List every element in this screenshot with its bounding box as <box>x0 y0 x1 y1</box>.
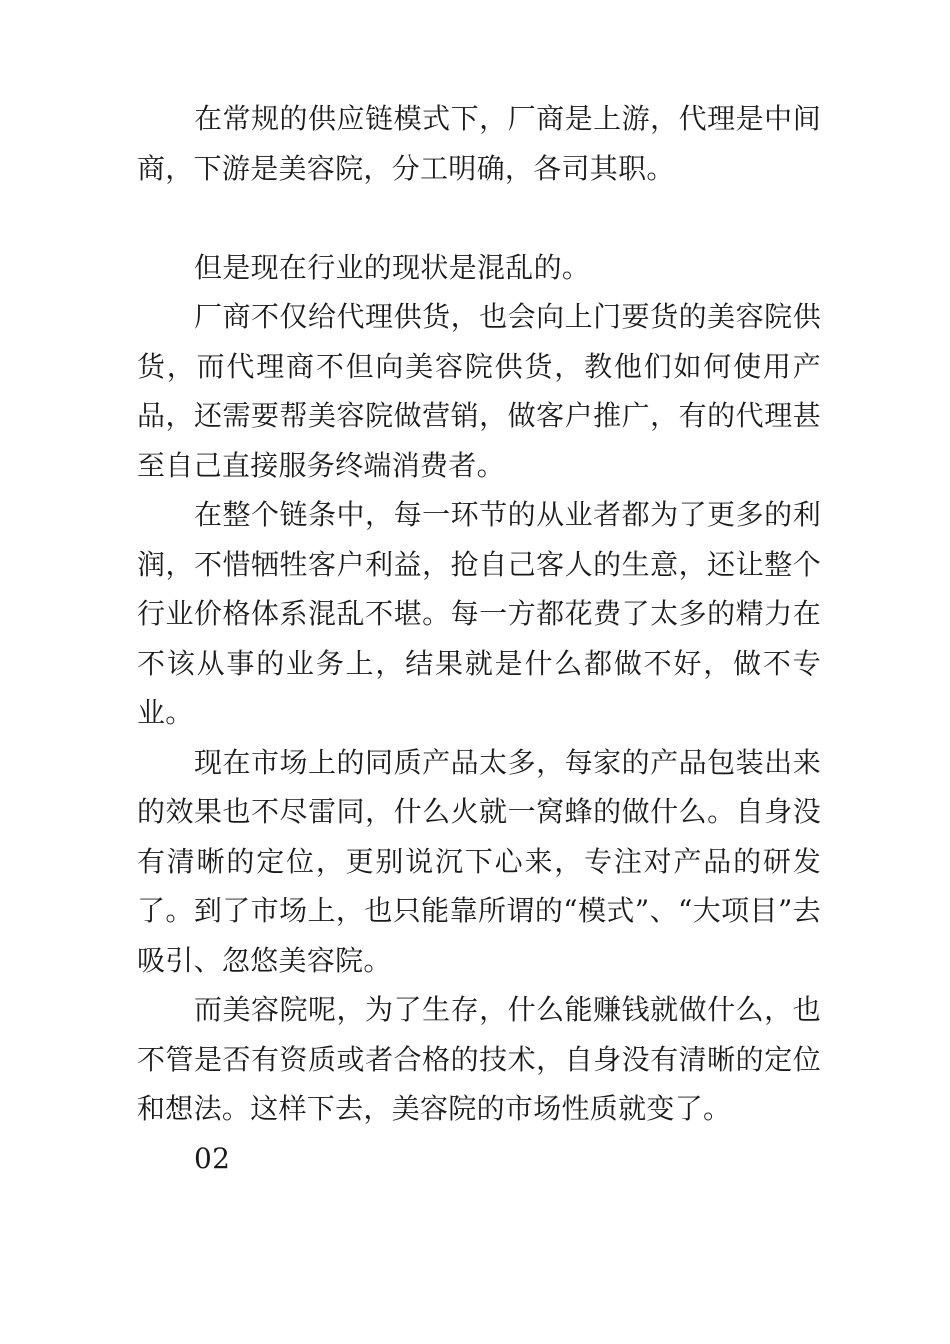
paragraph-manufacturers: 厂商不仅给代理供货，也会向上门要货的美容院供货，而代理商不但向美容院供货，教他们如何使用产品，还需要帮美容院做营销，做客户推广，有的代理甚至自己直接服务终端消费者。 <box>137 300 821 482</box>
paragraph-chain-profit: 在整个链条中，每一环节的从业者都为了更多的利润，不惜牺牲客户利益，抢自己客人的生意，还让整个行业价格体系混乱不堪。每一方都花费了太多的精力在不该从事的业务上，结果就是什么都做不好，做不专业。 <box>137 498 821 729</box>
paragraph-homogeneous-products: 现在市场上的同质产品太多，每家的产品包装出来的效果也不尽雷同，什么火就一窝蜂的做什么。自身没有清晰的定位，更别说沉下心来，专注对产品的研发了。到了市场上，也只能靠所谓的“模式”、“大项目”去吸引、忽悠美容院。 <box>137 745 821 977</box>
section-number: 02 <box>194 1141 231 1175</box>
paragraph-beauty-salons: 而美容院呢，为了生存，什么能赚钱就做什么，也不管是否有资质或者合格的技术，自身没有清晰的定位和想法。这样下去，美容院的市场性质就变了。 <box>137 993 821 1125</box>
document-page <box>137 94 821 1183</box>
paragraph-supply-chain: 在常规的供应链模式下，厂商是上游，代理是中间商，下游是美容院，分工明确，各司其职。 <box>137 102 821 185</box>
paragraph-industry-chaos: 但是现在行业的现状是混乱的。 <box>194 250 591 284</box>
